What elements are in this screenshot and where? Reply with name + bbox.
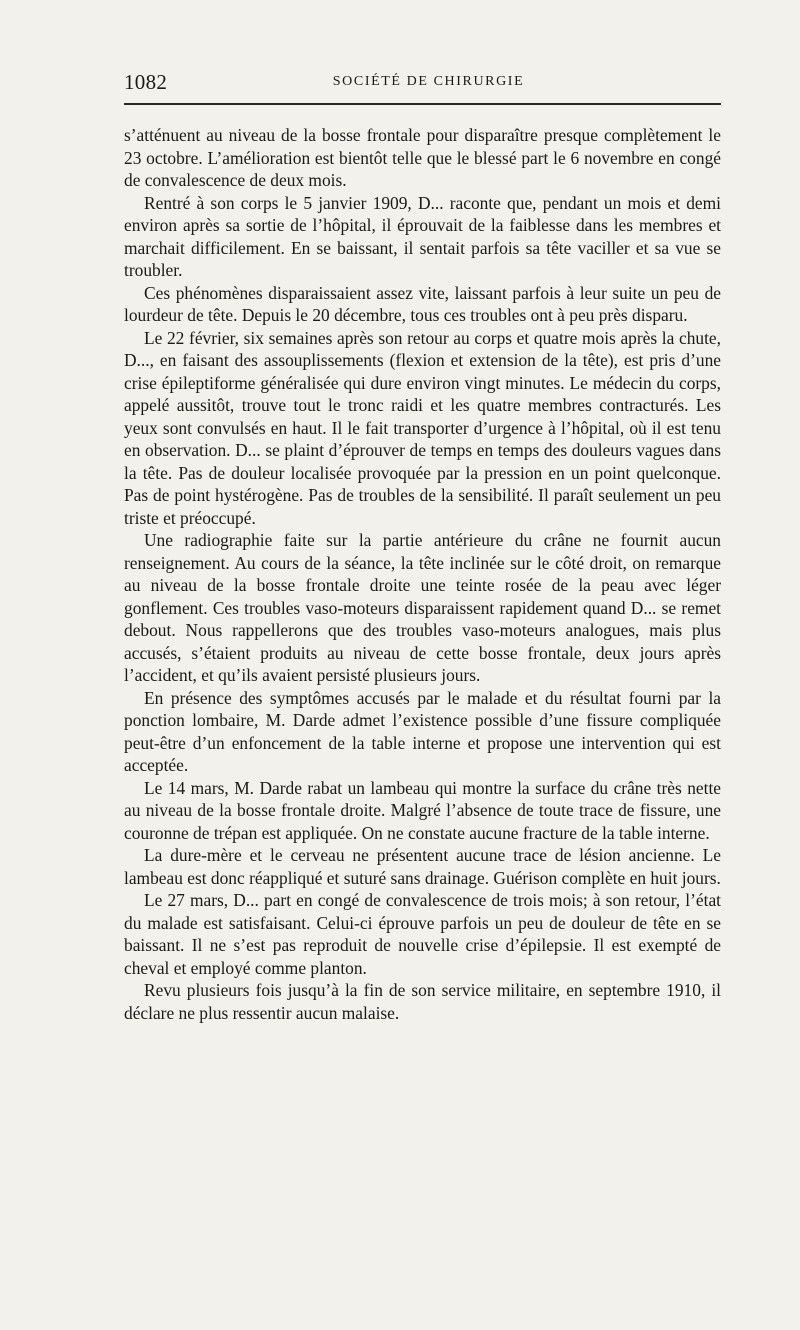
header-rule [124,103,721,105]
paragraph: La dure-mère et le cerveau ne présentent aucune trace de lésion ancienne. Le lambeau est donc réappliqué et suturé sans drainage. Guérison complète en huit jours. [124,845,721,888]
body-text [124,124,721,1024]
running-title: SOCIÉTÉ DE CHIRURGIE [332,74,525,89]
paragraph: Le 27 mars, D... part en congé de convalescence de trois mois; à son retour, l’état du malade est satisfaisant. Celui-ci éprouve parfois un peu de douleur de tête en se baissant. Il ne s’est pas reproduit de nouvelle crise d’épilepsie. Il est exempté de cheval et employé comme planton. [124,890,721,978]
paragraph: s’atténuent au niveau de la bosse frontale pour disparaître presque complètement le 23 octobre. L’amélioration est bientôt telle que le blessé part le 6 novembre en congé de convalescence de deux mois. [124,125,721,190]
page-number: 1082 [124,70,168,94]
paragraph: Ces phénomènes disparaissaient assez vite, laissant parfois à leur suite un peu de lourdeur de tête. Depuis le 20 décembre, tous ces troubles ont à peu près disparu. [124,282,721,325]
paragraph: Une radiographie faite sur la partie antérieure du crâne ne fournit aucun renseignement. Au cours de la séance, la tête inclinée sur le côté droit, on remarque au niveau de la bosse frontale droite une teinte rosée de la peau avec léger gonflement. Ces troubles vaso-moteurs disparaissent rapidement quand D... se remet debout. Nous rappellerons que des troubles vaso-moteurs analogues, mais plus accusés, s’étaient produits au niveau de cette bosse frontale, deux jours après l’accident, et qu’ils avaient persisté plusieurs jours. [124,530,721,685]
page-header [124,66,721,100]
paragraph: En présence des symptômes accusés par le malade et du résultat fourni par la ponction lombaire, M. Darde admet l’existence possible d’une fissure compliquée peut-être d’un enfoncement de la table interne et propose une intervention qui est acceptée. [124,687,721,775]
paragraph: Le 14 mars, M. Darde rabat un lambeau qui montre la surface du crâne très nette au niveau de la bosse frontale droite. Malgré l’absence de toute trace de fissure, une couronne de trépan est appliquée. On ne constate aucune fracture de la table interne. [124,777,721,843]
paragraph: Revu plusieurs fois jusqu’à la fin de son service militaire, en septembre 1910, il déclare ne plus ressentir aucun malaise. [124,980,721,1023]
paragraph: Le 22 février, six semaines après son retour au corps et quatre mois après la chute, D..., en faisant des assouplissements (flexion et extension de la tête), est pris d’une crise épileptiforme généralisée qui dure environ vingt minutes. Le médecin du corps, appelé aussitôt, trouve tout le tronc raidi et les quatre membres contracturés. Les yeux sont convulsés en haut. Il le fait transporter d’urgence à l’hôpital, où il est tenu en observation. D... se plaint d’éprouver de temps en temps des douleurs vagues dans la tête. Pas de douleur localisée provoquée par la pression en un point quelconque. Pas de point hystérogène. Pas de troubles de la sensibilité. Il paraît seulement un peu triste et préoccupé. [124,327,721,528]
paragraph: Rentré à son corps le 5 janvier 1909, D... raconte que, pendant un mois et demi environ après sa sortie de l’hôpital, il éprouvait de la faiblesse dans les membres et marchait difficilement. En se baissant, il sentait parfois sa tête vaciller et sa vue se troubler. [124,192,721,280]
